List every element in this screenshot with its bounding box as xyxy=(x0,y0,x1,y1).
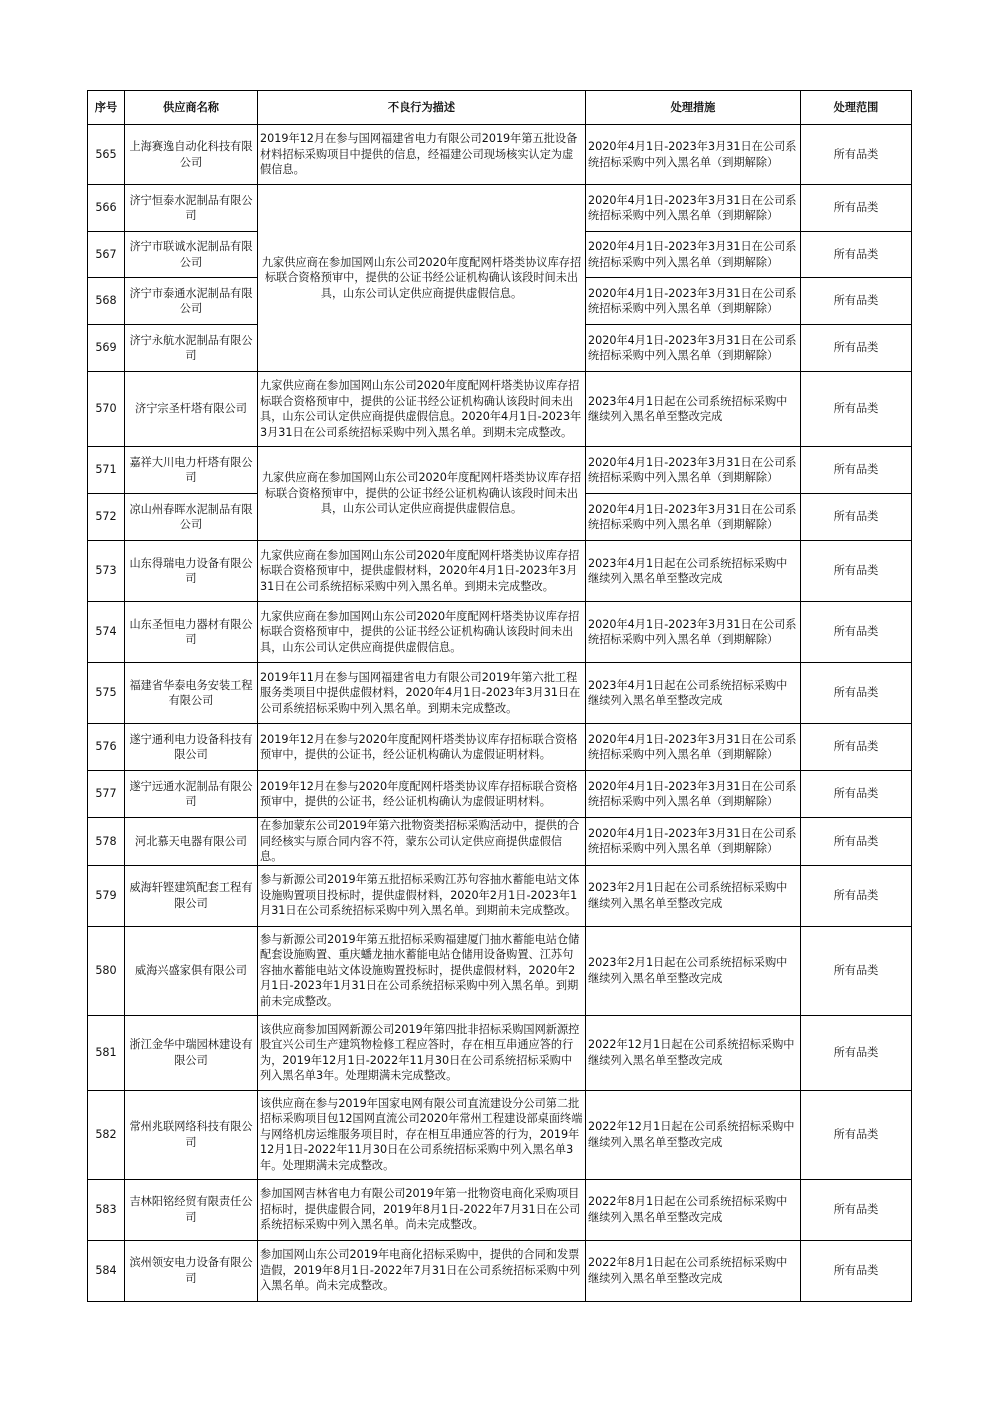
header-supplier-name: 供应商名称 xyxy=(125,91,258,125)
row-seq: 580 xyxy=(88,926,125,1015)
row-scope: 所有品类 xyxy=(801,1015,912,1090)
row-scope: 所有品类 xyxy=(801,1090,912,1179)
row-seq: 571 xyxy=(88,447,125,494)
row-supplier: 上海赛逸自动化科技有限公司 xyxy=(125,125,258,185)
row-measure: 2020年4月1日-2023年3月31日在公司系统招标采购中列入黑名单（到期解除） xyxy=(586,724,801,771)
header-scope: 处理范围 xyxy=(801,91,912,125)
row-description: 九家供应商在参加国网山东公司2020年度配网杆塔类协议库存招标联合资格预审中，提供的公证书经公证机构确认该段时间未出具，山东公司认定供应商提供虚假信息。2020年4月1日-2023年3月31日在公司系统招标采购中列入黑名单。到期未完成整改。 xyxy=(258,372,586,447)
row-seq: 565 xyxy=(88,125,125,185)
row-description: 九家供应商在参加国网山东公司2020年度配网杆塔类协议库存招标联合资格预审中，提供的公证书经公证机构确认该段时间未出具，山东公司认定供应商提供虚假信息。 xyxy=(258,602,586,663)
row-description: 参与新源公司2019年第五批招标采购福建厦门抽水蓄能电站仓储配套设施购置、重庆蟠龙抽水蓄能电站仓储用设备购置、江苏句容抽水蓄能电站文体设施购置投标时，提供虚假材料，2020年2月1日-2023年1月31日在公司系统招标采购中列入黑名单。到期前未完成整改。 xyxy=(258,926,586,1015)
row-scope: 所有品类 xyxy=(801,541,912,602)
row-supplier: 吉林阳铭经贸有限责任公司 xyxy=(125,1179,258,1240)
row-measure: 2020年4月1日-2023年3月31日在公司系统招标采购中列入黑名单（到期解除） xyxy=(586,447,801,494)
row-measure: 2020年4月1日-2023年3月31日在公司系统招标采购中列入黑名单（到期解除） xyxy=(586,494,801,541)
header-measure: 处理措施 xyxy=(586,91,801,125)
table-row xyxy=(88,771,912,818)
row-seq: 577 xyxy=(88,771,125,818)
row-supplier: 常州兆联网络科技有限公司 xyxy=(125,1090,258,1179)
row-scope: 所有品类 xyxy=(801,1179,912,1240)
row-seq: 568 xyxy=(88,278,125,325)
header-description: 不良行为描述 xyxy=(258,91,586,125)
table-row xyxy=(88,125,912,185)
row-scope: 所有品类 xyxy=(801,125,912,185)
row-description: 2019年12月在参与2020年度配网杆塔类协议库存招标联合资格预审中，提供的公证书，经公证机构确认为虚假证明材料。 xyxy=(258,771,586,818)
row-supplier: 遂宁通利电力设备科技有限公司 xyxy=(125,724,258,771)
row-seq: 578 xyxy=(88,818,125,866)
row-supplier: 济宁市联诚水泥制品有限公司 xyxy=(125,232,258,278)
row-scope: 所有品类 xyxy=(801,494,912,541)
row-seq: 573 xyxy=(88,541,125,602)
row-supplier: 威海轩铿建筑配套工程有限公司 xyxy=(125,865,258,926)
row-scope: 所有品类 xyxy=(801,663,912,724)
row-seq: 582 xyxy=(88,1090,125,1179)
row-supplier: 山东得瑞电力设备有限公司 xyxy=(125,541,258,602)
table-row xyxy=(88,724,912,771)
row-description: 九家供应商在参加国网山东公司2020年度配网杆塔类协议库存招标联合资格预审中，提供虚假材料，2020年4月1日-2023年3月31日在公司系统招标采购中列入黑名单。到期未完成整改。 xyxy=(258,541,586,602)
row-scope: 所有品类 xyxy=(801,771,912,818)
row-supplier: 河北慕天电器有限公司 xyxy=(125,818,258,866)
row-measure: 2022年12月1日起在公司系统招标采购中继续列入黑名单至整改完成 xyxy=(586,1015,801,1090)
row-measure: 2020年4月1日-2023年3月31日在公司系统招标采购中列入黑名单（到期解除） xyxy=(586,325,801,372)
row-measure: 2020年4月1日-2023年3月31日在公司系统招标采购中列入黑名单（到期解除） xyxy=(586,818,801,866)
row-description: 该供应商参加国网新源公司2019年第四批非招标采购国网新源控股宜兴公司生产建筑物检修工程应答时，存在相互串通应答的行为，2019年12月1日-2022年11月30日在公司系统招标采购中列入黑名单3年。处理期满未完成整改。 xyxy=(258,1015,586,1090)
header-seq: 序号 xyxy=(88,91,125,125)
row-scope: 所有品类 xyxy=(801,278,912,325)
row-measure: 2020年4月1日-2023年3月31日在公司系统招标采购中列入黑名单（到期解除） xyxy=(586,771,801,818)
row-measure: 2023年2月1日起在公司系统招标采购中继续列入黑名单至整改完成 xyxy=(586,865,801,926)
row-measure: 2023年2月1日起在公司系统招标采购中继续列入黑名单至整改完成 xyxy=(586,926,801,1015)
row-supplier: 山东圣恒电力器材有限公司 xyxy=(125,602,258,663)
row-description: 该供应商在参与2019年国家电网有限公司直流建设分公司第二批招标采购项目包12国网直流公司2020年常州工程建设部桌面终端与网络机房运维服务项目时，存在相互串通应答的行为，2019年12月1日-2022年11月30日在公司系统招标采购中列入黑名单3年。处理期满未完成整改。 xyxy=(258,1090,586,1179)
table-row xyxy=(88,926,912,1015)
row-supplier: 凉山州春晖水泥制品有限公司 xyxy=(125,494,258,541)
row-supplier: 威海兴盛家俱有限公司 xyxy=(125,926,258,1015)
row-supplier: 浙江金华中瑞园林建设有限公司 xyxy=(125,1015,258,1090)
table-row xyxy=(88,818,912,866)
table-row xyxy=(88,372,912,447)
row-scope: 所有品类 xyxy=(801,447,912,494)
row-scope: 所有品类 xyxy=(801,372,912,447)
table-row xyxy=(88,865,912,926)
row-seq: 576 xyxy=(88,724,125,771)
blacklist-table xyxy=(87,90,912,1302)
row-measure: 2020年4月1日-2023年3月31日在公司系统招标采购中列入黑名单（到期解除） xyxy=(586,125,801,185)
row-measure: 2020年4月1日-2023年3月31日在公司系统招标采购中列入黑名单（到期解除） xyxy=(586,602,801,663)
row-measure: 2023年4月1日起在公司系统招标采购中继续列入黑名单至整改完成 xyxy=(586,372,801,447)
row-supplier: 济宁永航水泥制品有限公司 xyxy=(125,325,258,372)
row-supplier: 嘉祥大川电力杆塔有限公司 xyxy=(125,447,258,494)
table-header-row xyxy=(88,91,912,125)
table-row xyxy=(88,1090,912,1179)
row-scope: 所有品类 xyxy=(801,1240,912,1301)
row-measure: 2020年4月1日-2023年3月31日在公司系统招标采购中列入黑名单（到期解除） xyxy=(586,232,801,278)
merged-description: 九家供应商在参加国网山东公司2020年度配网杆塔类协议库存招标联合资格预审中，提供的公证书经公证机构确认该段时间未出具，山东公司认定供应商提供虚假信息。 xyxy=(258,185,586,372)
table-row xyxy=(88,602,912,663)
row-seq: 572 xyxy=(88,494,125,541)
row-supplier: 济宁宗圣杆塔有限公司 xyxy=(125,372,258,447)
row-seq: 569 xyxy=(88,325,125,372)
row-scope: 所有品类 xyxy=(801,818,912,866)
row-scope: 所有品类 xyxy=(801,325,912,372)
row-measure: 2022年12月1日起在公司系统招标采购中继续列入黑名单至整改完成 xyxy=(586,1090,801,1179)
row-description: 2019年12月在参与国网福建省电力有限公司2019年第五批设备材料招标采购项目中提供的信息，经福建公司现场核实认定为虚假信息。 xyxy=(258,125,586,185)
table-row xyxy=(88,1015,912,1090)
table-row xyxy=(88,663,912,724)
merged-description: 九家供应商在参加国网山东公司2020年度配网杆塔类协议库存招标联合资格预审中，提供的公证书经公证机构确认该段时间未出具，山东公司认定供应商提供虚假信息。 xyxy=(258,447,586,541)
row-description: 2019年12月在参与2020年度配网杆塔类协议库存招标联合资格预审中，提供的公证书，经公证机构确认为虚假证明材料。 xyxy=(258,724,586,771)
row-supplier: 遂宁远通水泥制品有限公司 xyxy=(125,771,258,818)
row-scope: 所有品类 xyxy=(801,926,912,1015)
table-row xyxy=(88,447,912,494)
row-measure: 2020年4月1日-2023年3月31日在公司系统招标采购中列入黑名单（到期解除） xyxy=(586,278,801,325)
row-seq: 570 xyxy=(88,372,125,447)
row-seq: 584 xyxy=(88,1240,125,1301)
table-row xyxy=(88,541,912,602)
row-seq: 567 xyxy=(88,232,125,278)
row-seq: 581 xyxy=(88,1015,125,1090)
row-seq: 579 xyxy=(88,865,125,926)
table-row xyxy=(88,1179,912,1240)
row-scope: 所有品类 xyxy=(801,865,912,926)
row-supplier: 济宁恒泰水泥制品有限公司 xyxy=(125,185,258,232)
row-scope: 所有品类 xyxy=(801,602,912,663)
row-scope: 所有品类 xyxy=(801,185,912,232)
row-seq: 575 xyxy=(88,663,125,724)
row-seq: 566 xyxy=(88,185,125,232)
row-measure: 2022年8月1日起在公司系统招标采购中继续列入黑名单至整改完成 xyxy=(586,1240,801,1301)
row-description: 参加国网吉林省电力有限公司2019年第一批物资电商化采购项目招标时，提供虚假合同，2019年8月1日-2022年7月31日在公司系统招标采购中列入黑名单。尚未完成整改。 xyxy=(258,1179,586,1240)
row-description: 参加国网山东公司2019年电商化招标采购中，提供的合同和发票造假，2019年8月1日-2022年7月31日在公司系统招标采购中列入黑名单。尚未完成整改。 xyxy=(258,1240,586,1301)
row-description: 2019年11月在参与国网福建省电力有限公司2019年第六批工程服务类项目中提供虚假材料，2020年4月1日-2023年3月31日在公司系统招标采购中列入黑名单。到期未完成整改。 xyxy=(258,663,586,724)
row-measure: 2023年4月1日起在公司系统招标采购中继续列入黑名单至整改完成 xyxy=(586,663,801,724)
row-measure: 2022年8月1日起在公司系统招标采购中继续列入黑名单至整改完成 xyxy=(586,1179,801,1240)
row-supplier: 福建省华泰电务安装工程有限公司 xyxy=(125,663,258,724)
row-measure: 2020年4月1日-2023年3月31日在公司系统招标采购中列入黑名单（到期解除） xyxy=(586,185,801,232)
row-seq: 574 xyxy=(88,602,125,663)
row-description: 在参加蒙东公司2019年第六批物资类招标采购活动中，提供的合同经核实与原合同内容不符，蒙东公司认定供应商提供虚假信息。 xyxy=(258,818,586,866)
row-measure: 2023年4月1日起在公司系统招标采购中继续列入黑名单至整改完成 xyxy=(586,541,801,602)
table-row xyxy=(88,1240,912,1301)
row-supplier: 滨州领安电力设备有限公司 xyxy=(125,1240,258,1301)
table-row xyxy=(88,185,912,232)
row-seq: 583 xyxy=(88,1179,125,1240)
row-supplier: 济宁市泰通水泥制品有限公司 xyxy=(125,278,258,325)
row-scope: 所有品类 xyxy=(801,232,912,278)
row-scope: 所有品类 xyxy=(801,724,912,771)
row-description: 参与新源公司2019年第五批招标采购江苏句容抽水蓄能电站文体设施购置项目投标时，提供虚假材料，2020年2月1日-2023年1月31日在公司系统招标采购中列入黑名单。到期前未完成整改。 xyxy=(258,865,586,926)
